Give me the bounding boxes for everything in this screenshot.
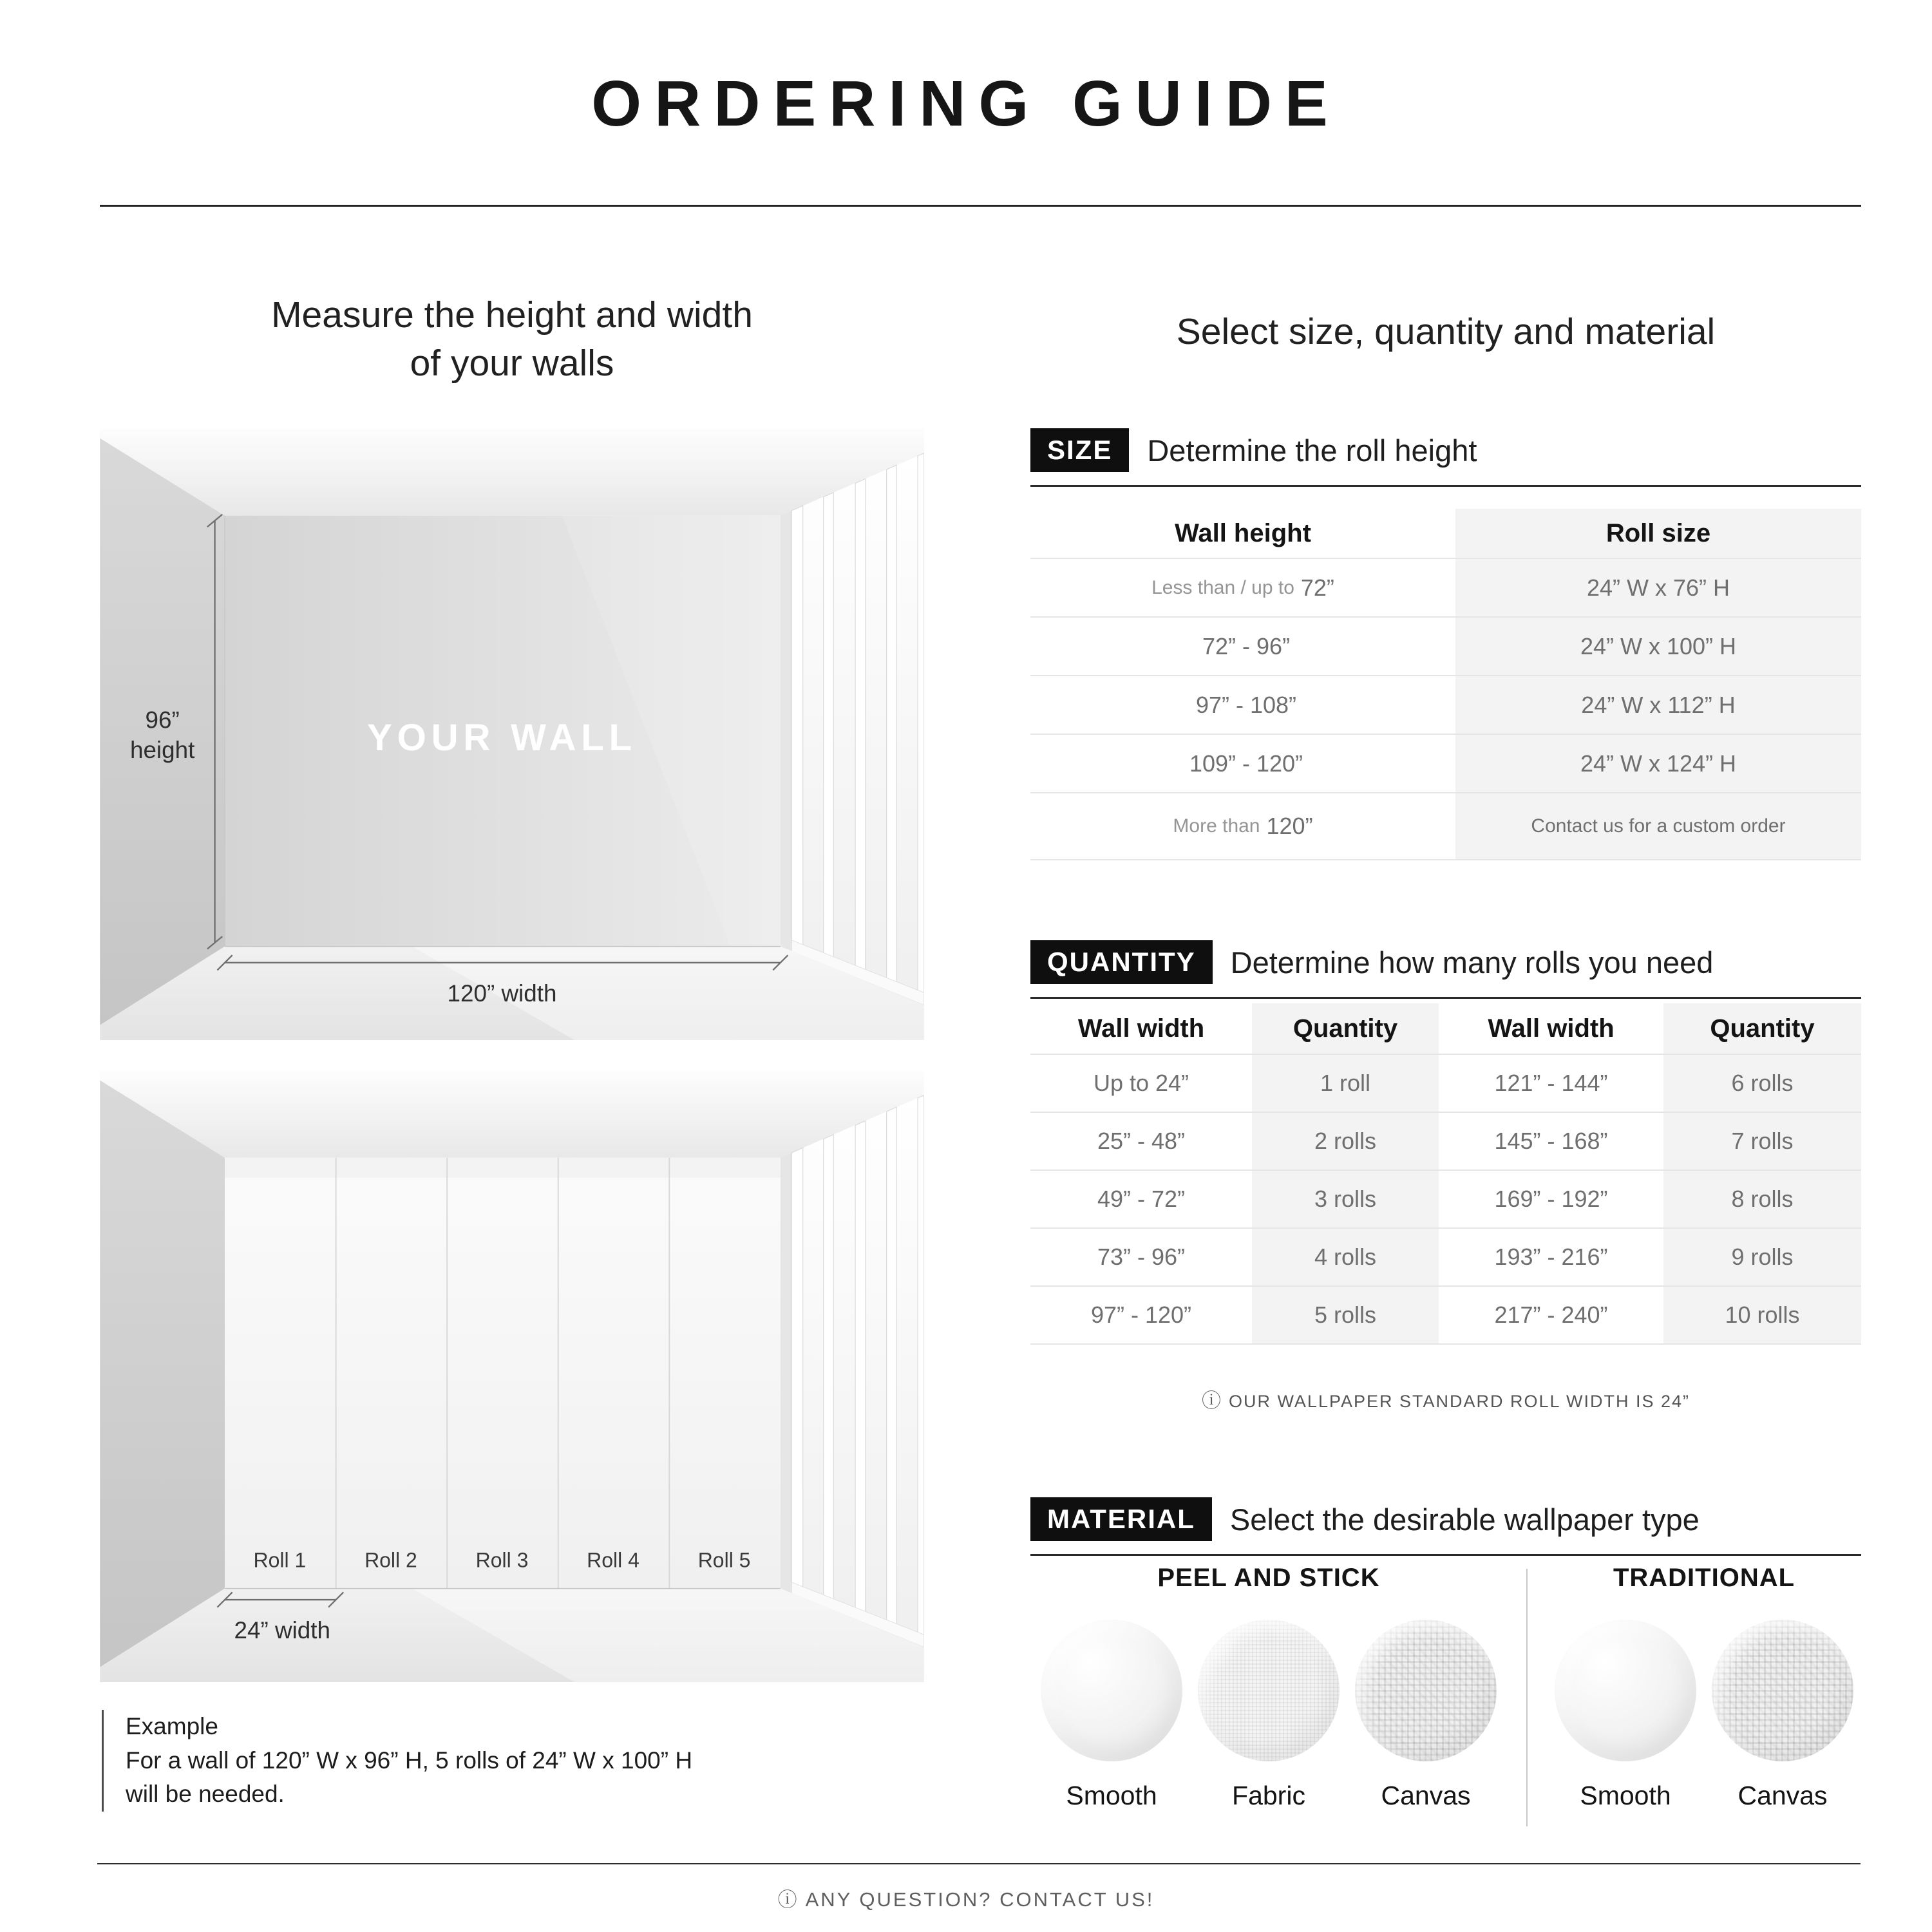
your-wall-label: YOUR WALL <box>367 717 637 759</box>
peel-and-stick-swatches <box>1041 1620 1497 1811</box>
quantity-table-row <box>1030 1287 1861 1345</box>
wall-height-cell <box>1030 676 1455 734</box>
roll-size-cell: 24” W x 100” H <box>1455 618 1861 675</box>
example-line1: For a wall of 120” W x 96” H, 5 rolls of 24” W x 100” H <box>126 1747 693 1774</box>
col-wall-width-2: Wall width <box>1488 1014 1615 1043</box>
swatch-label: Canvas <box>1381 1781 1471 1810</box>
traditional-title: TRADITIONAL <box>1613 1564 1795 1592</box>
quantity-table-row <box>1030 1113 1861 1171</box>
quantity-badge: QUANTITY <box>1030 940 1213 984</box>
select-heading: Select size, quantity and material <box>1176 311 1716 352</box>
wall-height-value: 120” <box>1266 813 1313 839</box>
wall-width-cell: 121” - 144” <box>1494 1070 1608 1096</box>
fabric-texture-icon <box>1198 1620 1340 1761</box>
info-icon: ⓘ <box>777 1889 799 1911</box>
wall-height-cell <box>1030 793 1455 859</box>
height-word-label: height <box>129 736 195 763</box>
col-wall-width-1: Wall width <box>1077 1014 1205 1043</box>
footer-text: ANY QUESTION? CONTACT US! <box>805 1888 1155 1911</box>
wall-width-cell: 145” - 168” <box>1494 1128 1608 1154</box>
material-options <box>1030 1564 1861 1826</box>
example-block <box>102 1710 887 1812</box>
ceiling <box>100 428 924 516</box>
wall-width-cell: 97” - 120” <box>1090 1302 1192 1328</box>
quantity-cell: 2 rolls <box>1252 1113 1439 1170</box>
wall-height-value: 97” - 108” <box>1195 691 1297 718</box>
col-quantity-1: Quantity <box>1252 1003 1439 1054</box>
window <box>781 1095 924 1647</box>
roll-width-note <box>1030 1385 1861 1413</box>
size-badge: SIZE <box>1030 428 1129 472</box>
material-group-divider <box>1526 1569 1528 1826</box>
window <box>781 453 924 1005</box>
canvas-texture-icon <box>1712 1620 1853 1761</box>
size-table <box>1030 509 1861 860</box>
quantity-cell: 1 roll <box>1252 1055 1439 1112</box>
traditional-group <box>1547 1564 1861 1826</box>
material-badge: MATERIAL <box>1030 1497 1212 1541</box>
wall-width-cell: 217” - 240” <box>1494 1302 1608 1328</box>
swatch-label: Canvas <box>1738 1781 1828 1810</box>
size-table-row <box>1030 618 1861 676</box>
roll-size-cell: 24” W x 76” H <box>1455 559 1861 616</box>
size-table-row <box>1030 735 1861 793</box>
peel-and-stick-group <box>1030 1564 1507 1826</box>
measure-heading-line2: of your walls <box>410 343 614 384</box>
ceiling <box>100 1070 924 1158</box>
quantity-table-row <box>1030 1171 1861 1229</box>
wall-height-value: 72” <box>1300 574 1334 601</box>
room-illustration-measure <box>100 428 924 1040</box>
wall-height-prefix: Less than / up to <box>1151 576 1294 598</box>
col-wall-height: Wall height <box>1175 518 1311 547</box>
swatch-smooth <box>1555 1620 1696 1811</box>
size-table-row <box>1030 793 1861 860</box>
quantity-subtitle: Determine how many rolls you need <box>1230 945 1714 980</box>
custom-order-note: Contact us for a custom order <box>1531 815 1786 837</box>
quantity-table <box>1030 1003 1861 1345</box>
traditional-swatches <box>1555 1620 1853 1811</box>
quantity-cell: 5 rolls <box>1252 1287 1439 1343</box>
wall-width-cell: 49” - 72” <box>1097 1186 1186 1212</box>
peel-and-stick-title: PEEL AND STICK <box>1157 1564 1380 1592</box>
roll-size-cell <box>1455 793 1861 859</box>
page-title: ORDERING GUIDE <box>591 68 1341 140</box>
quantity-table-row <box>1030 1055 1861 1113</box>
wall-height-cell <box>1030 735 1455 792</box>
quantity-cell: 9 rolls <box>1663 1229 1861 1285</box>
swatch-label: Smooth <box>1066 1781 1157 1810</box>
width-label: 120” width <box>447 980 557 1007</box>
wall-height-value: 109” - 120” <box>1189 750 1303 777</box>
quantity-cell: 6 rolls <box>1663 1055 1861 1112</box>
size-table-row <box>1030 559 1861 618</box>
quantity-cell: 8 rolls <box>1663 1171 1861 1227</box>
quantity-cell: 3 rolls <box>1252 1171 1439 1227</box>
swatch-canvas <box>1712 1620 1853 1811</box>
wall-width-cell: 73” - 96” <box>1097 1244 1186 1270</box>
swatch-smooth <box>1041 1620 1182 1811</box>
wall-width-cell: Up to 24” <box>1093 1070 1189 1096</box>
info-icon: ⓘ <box>1201 1390 1222 1412</box>
smooth-texture-icon <box>1041 1620 1182 1761</box>
example-title: Example <box>126 1713 218 1739</box>
roll-3-label: Roll 3 <box>475 1548 529 1572</box>
swatch-canvas <box>1355 1620 1497 1811</box>
smooth-texture-icon <box>1555 1620 1696 1761</box>
footer <box>0 1884 1932 1912</box>
roll-1-label: Roll 1 <box>253 1548 307 1572</box>
size-table-row <box>1030 676 1861 735</box>
canvas-texture-icon <box>1355 1620 1497 1761</box>
wall-height-value: 72” - 96” <box>1202 632 1291 659</box>
material-subtitle: Select the desirable wallpaper type <box>1229 1502 1700 1537</box>
title-divider <box>100 205 1861 207</box>
quantity-section-header <box>1030 940 1861 999</box>
quantity-table-row <box>1030 1229 1861 1287</box>
size-subtitle: Determine the roll height <box>1147 433 1477 468</box>
wall-width-cell: 169” - 192” <box>1494 1186 1608 1212</box>
wall-height-prefix: More than <box>1173 815 1260 837</box>
left-wall <box>100 1081 225 1667</box>
roll-size-cell: 24” W x 124” H <box>1455 735 1861 792</box>
material-section-header <box>1030 1497 1861 1556</box>
quantity-cell: 4 rolls <box>1252 1229 1439 1285</box>
measure-heading-line1: Measure the height and width <box>271 294 753 336</box>
size-table-header-row <box>1030 509 1861 559</box>
quantity-table-header-row <box>1030 1003 1861 1055</box>
wall-height-cell <box>1030 559 1455 616</box>
quantity-cell: 10 rolls <box>1663 1287 1861 1343</box>
room-illustration-rolls <box>100 1070 924 1682</box>
wall-height-cell <box>1030 618 1455 675</box>
example-line2: will be needed. <box>126 1781 285 1808</box>
swatch-fabric <box>1198 1620 1340 1811</box>
roll-size-cell: 24” W x 112” H <box>1455 676 1861 734</box>
roll-4-label: Roll 4 <box>587 1548 639 1572</box>
measure-heading <box>100 291 924 388</box>
col-roll-size: Roll size <box>1455 509 1861 558</box>
footer-divider <box>97 1863 1861 1864</box>
height-value-label: 96” <box>145 706 180 734</box>
roll-2-label: Roll 2 <box>365 1548 417 1572</box>
size-section-header <box>1030 428 1861 487</box>
col-quantity-2: Quantity <box>1663 1003 1861 1054</box>
swatch-label: Fabric <box>1232 1781 1305 1810</box>
wall-width-cell: 193” - 216” <box>1494 1244 1608 1270</box>
roll-5-label: Roll 5 <box>697 1548 751 1572</box>
quantity-cell: 7 rolls <box>1663 1113 1861 1170</box>
wallpaper-roll-panels <box>225 1158 781 1589</box>
swatch-label: Smooth <box>1580 1781 1671 1810</box>
roll-width-note-text: OUR WALLPAPER STANDARD ROLL WIDTH IS 24” <box>1228 1392 1690 1411</box>
wall-width-cell: 25” - 48” <box>1097 1128 1186 1154</box>
roll-width-label: 24” width <box>234 1617 330 1644</box>
